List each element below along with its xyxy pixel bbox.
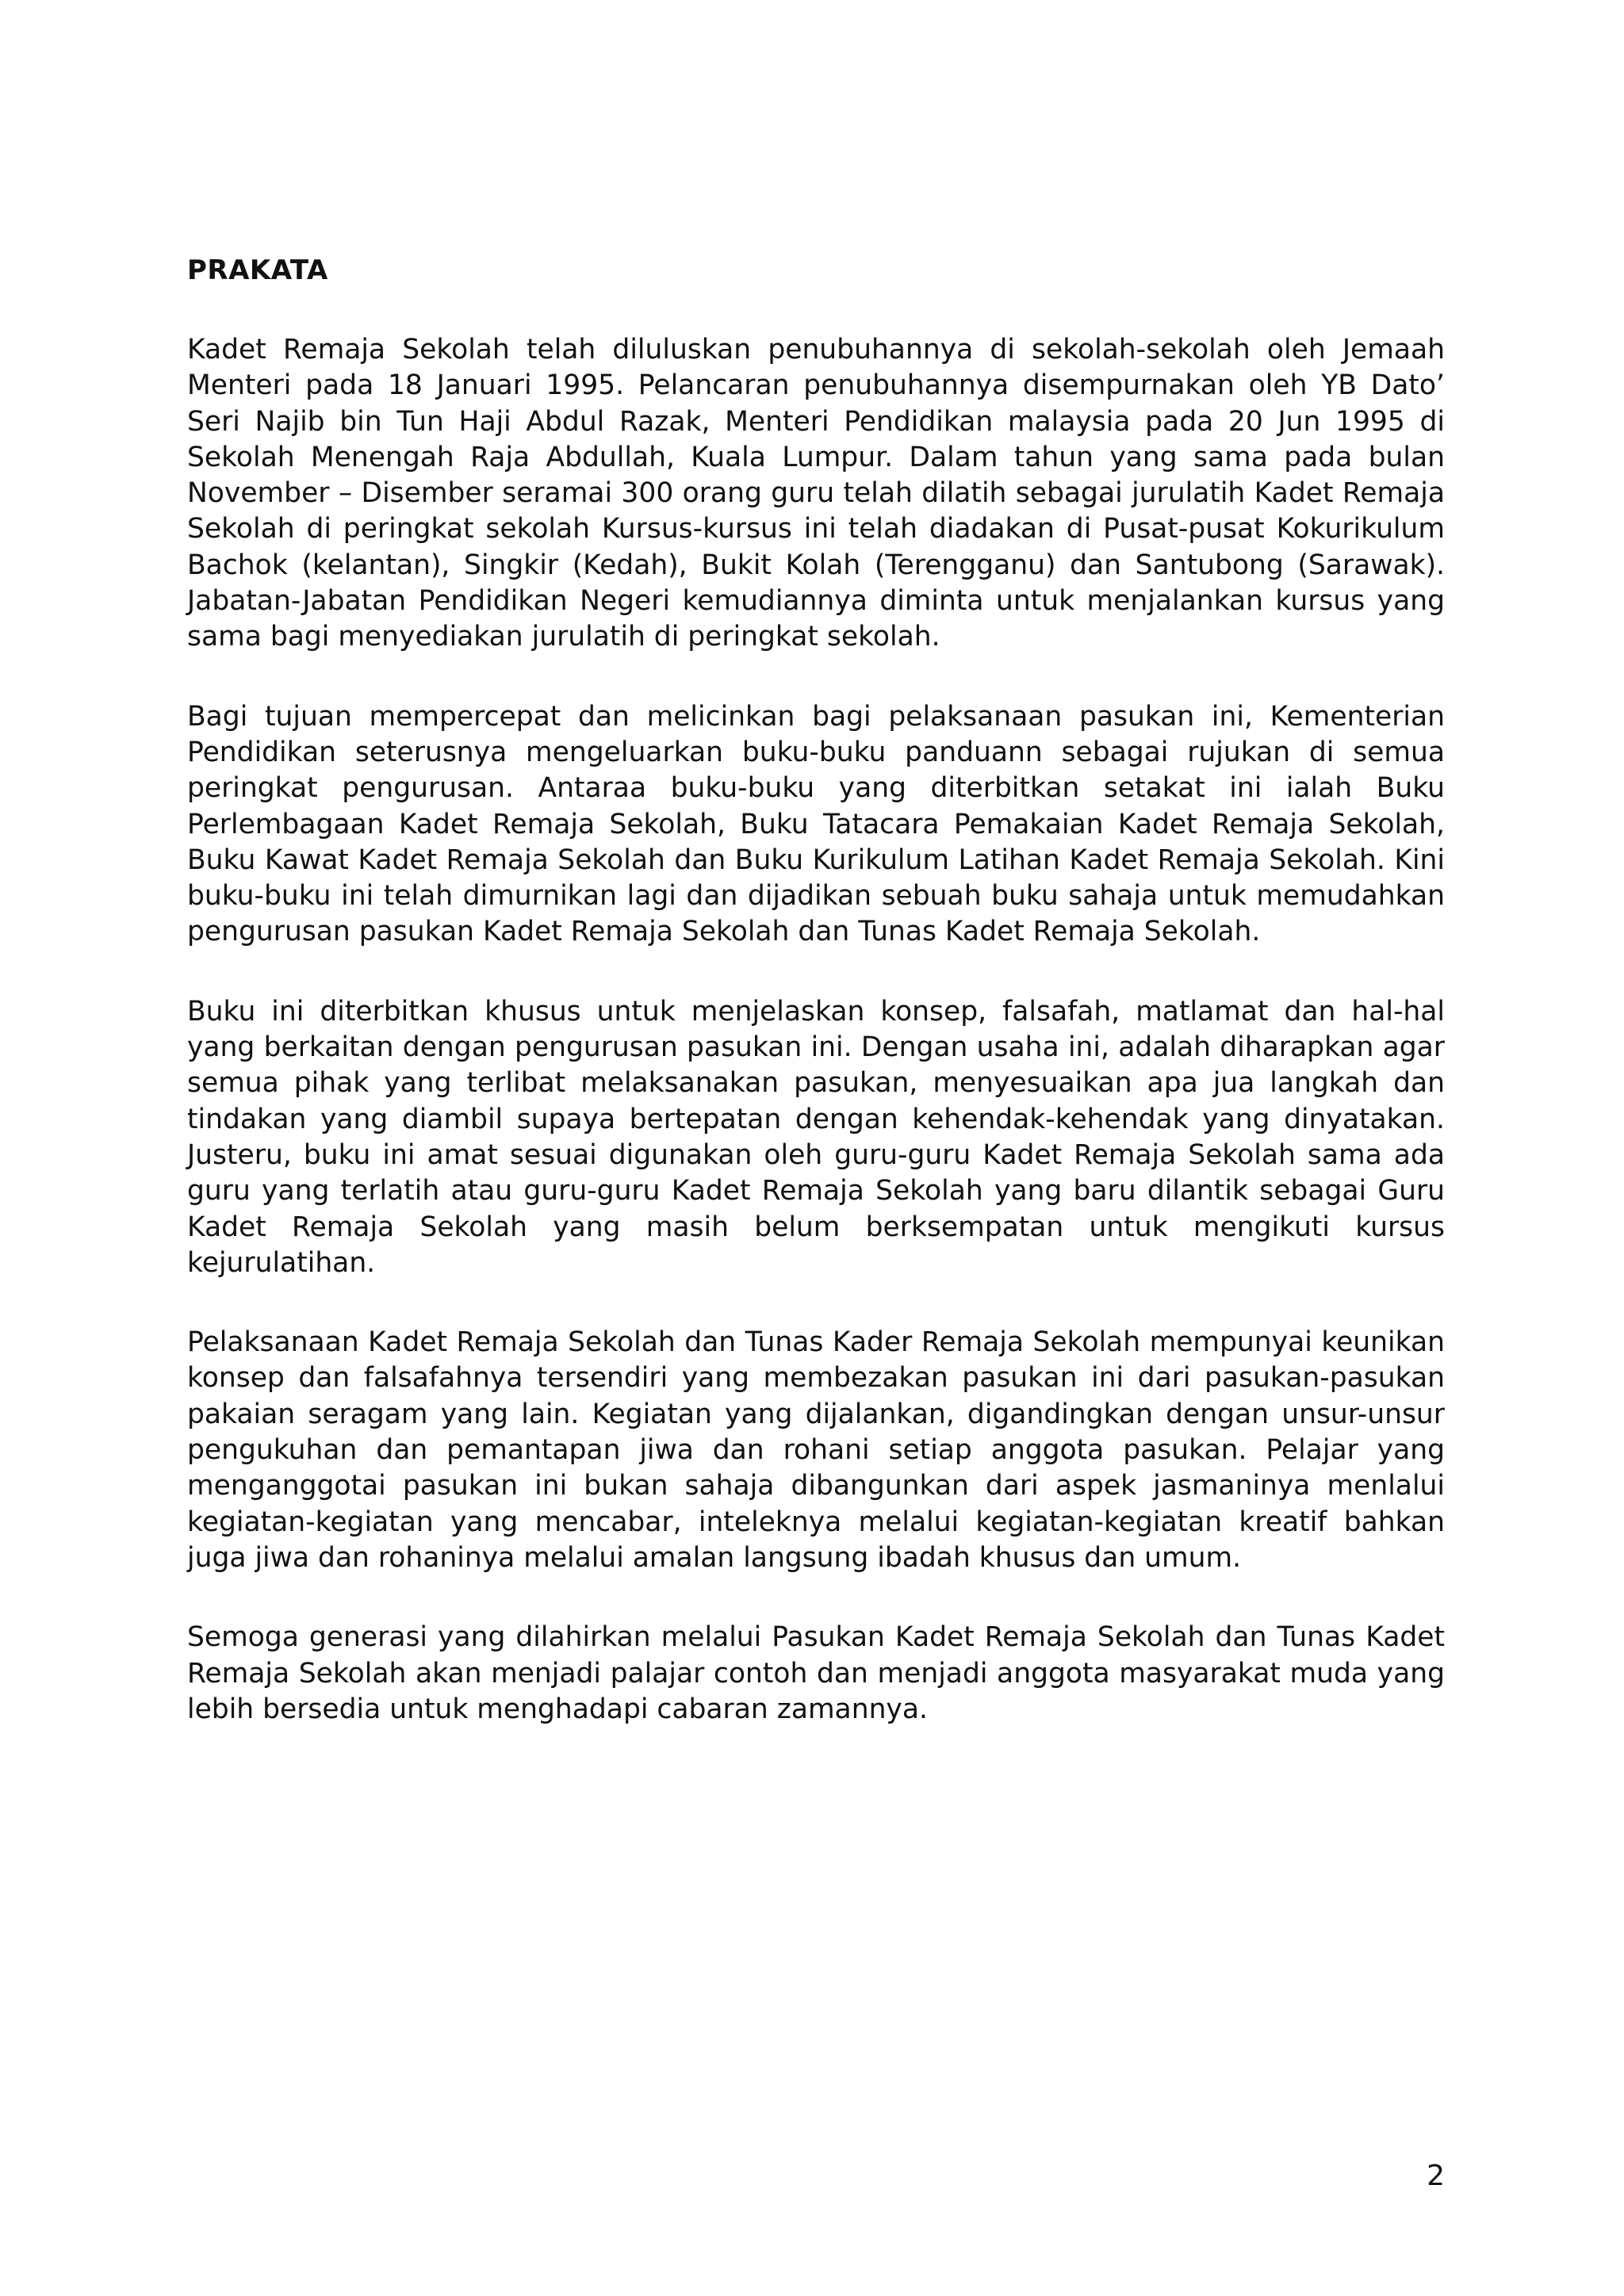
page-content — [187, 252, 1445, 1771]
paragraph-4: Pelaksanaan Kadet Remaja Sekolah dan Tunas Kader Remaja Sekolah mempunyai keunikan konsep dan falsafahnya tersendiri yang membezakan pasukan ini dari pasukan-pasukan pakaian seragam yang lain. Kegiatan yang dijalankan, digandingkan dengan unsur-unsur pengukuhan dan pemantapan jiwa dan rohani setiap anggota pasukan. Pelajar yang menganggotai pasukan ini bukan sahaja dibangunkan dari aspek jasmaninya menlalui kegiatan-kegiatan yang mencabar, inteleknya melalui kegiatan-kegiatan kreatif bahkan juga jiwa dan rohaninya melalui amalan langsung ibadah khusus dan umum. — [187, 1326, 1445, 1574]
paragraph-5: Semoga generasi yang dilahirkan melalui Pasukan Kadet Remaja Sekolah dan Tunas Kadet Remaja Sekolah akan menjadi palajar contoh dan menjadi anggota masyarakat muda yang lebih bersedia untuk menghadapi cabaran zamannya. — [187, 1621, 1445, 1725]
paragraph-2: Bagi tujuan mempercepat dan melicinkan bagi pelaksanaan pasukan ini, Kementerian Pendidikan seterusnya mengeluarkan buku-buku panduann sebagai rujukan di semua peringkat pengurusan. Antaraa buku-buku yang diterbitkan setakat ini ialah Buku Perlembagaan Kadet Remaja Sekolah, Buku Tatacara Pemakaian Kadet Remaja Sekolah, Buku Kawat Kadet Remaja Sekolah dan Buku Kurikulum Latihan Kadet Remaja Sekolah. Kini buku-buku ini telah dimurnikan lagi dan dijadikan sebuah buku sahaja untuk memudahkan pengurusan pasukan Kadet Remaja Sekolah dan Tunas Kadet Remaja Sekolah. — [187, 700, 1445, 948]
page-number: 2 — [1427, 2160, 1445, 2192]
paragraph-3: Buku ini diterbitkan khusus untuk menjelaskan konsep, falsafah, matlamat dan hal-hal yang berkaitan dengan pengurusan pasukan ini. Dengan usaha ini, adalah diharapkan agar semua pihak yang terlibat melaksanakan pasukan, menyesuaikan apa jua langkah dan tindakan yang diambil supaya bertepatan dengan kehendak-kehendak yang dinyatakan. Justeru, buku ini amat sesuai digunakan oleh guru-guru Kadet Remaja Sekolah sama ada guru yang terlatih atau guru-guru Kadet Remaja Sekolah yang baru dilantik sebagai Guru Kadet Remaja Sekolah yang masih belum berksempatan untuk mengikuti kursus kejurulatihan. — [187, 995, 1445, 1279]
page-heading: PRAKATA — [187, 254, 328, 286]
paragraph-1: Kadet Remaja Sekolah telah diluluskan penubuhannya di sekolah-sekolah oleh Jemaah Menteri pada 18 Januari 1995. Pelancaran penubuhannya disempurnakan oleh YB Dato’ Seri Najib bin Tun Haji Abdul Razak, Menteri Pendidikan malaysia pada 20 Jun 1995 di Sekolah Menengah Raja Abdullah, Kuala Lumpur. Dalam tahun yang sama pada bulan November – Disember seramai 300 orang guru telah dilatih sebagai jurulatih Kadet Remaja Sekolah di peringkat sekolah Kursus-kursus ini telah diadakan di Pusat-pusat Kokurikulum Bachok (kelantan), Singkir (Kedah), Bukit Kolah (Terengganu) dan Santubong (Sarawak). Jabatan-Jabatan Pendidikan Negeri kemudiannya diminta untuk menjalankan kursus yang sama bagi menyediakan jurulatih di peringkat sekolah. — [187, 334, 1445, 653]
